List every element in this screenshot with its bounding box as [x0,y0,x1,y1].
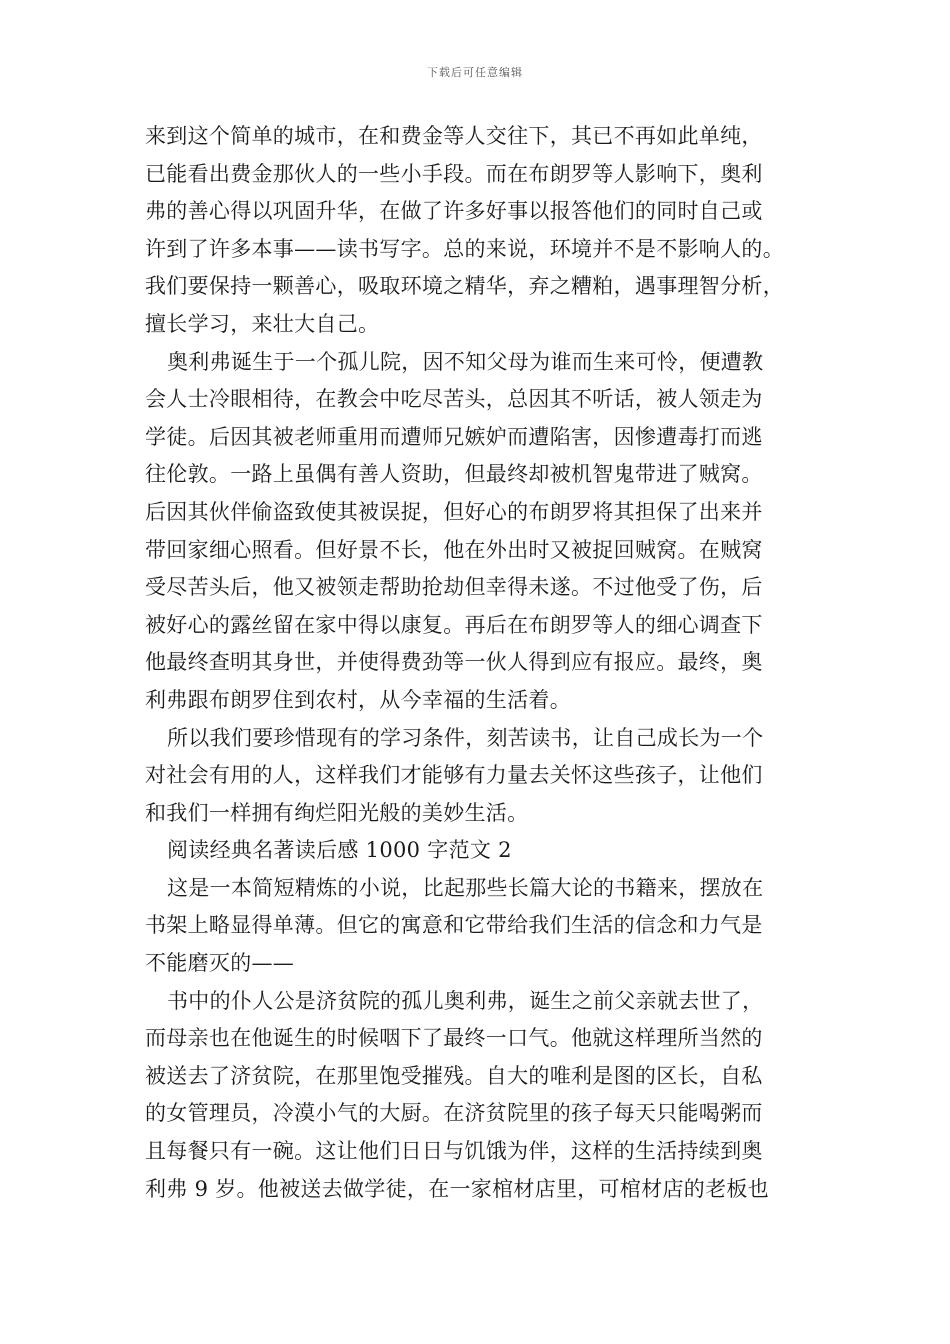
text-line: 这是一本简短精炼的小说，比起那些长篇大论的书籍来，摆放在 [167,875,764,900]
text-line: 利弗 9 岁。他被送去做学徒，在一家棺材店里，可棺材店的老板也 [145,1176,770,1201]
text-line: 来到这个简单的城市，在和费金等人交往下，其已不再如此单纯， [145,124,763,148]
text-line: 书架上略显得单薄。但它的寓意和它带给我们生活的信念和力气是 [145,913,763,938]
text-line: 不能磨灭的—— [145,951,295,976]
text-line: 他最终查明其身世，并使得费劲等一伙人得到应有报应。最终，奥 [145,650,763,675]
page-header: 下载后可任意编辑 [427,66,523,79]
text-line: 带回家细心照看。但好景不长，他在外出时又被捉回贼窝。在贼窝 [145,537,763,562]
document-body [145,118,825,1208]
text-line: 的女管理员，冷漠小气的大厨。在济贫院里的孩子每天只能喝粥而 [145,1101,763,1126]
text-line: 被送去了济贫院，在那里饱受摧残。自大的唯利是图的区长，自私 [145,1063,763,1088]
text-line: 阅读经典名著读后感 1000 字范文 2 [167,838,512,863]
text-line: 会人士冷眼相待，在教会中吃尽苦头，总因其不听话，被人领走为 [145,387,763,412]
text-line: 后因其伙伴偷盗致使其被误捉，但好心的布朗罗将其担保了出来并 [145,499,763,524]
text-line: 且每餐只有一碗。这让他们日日与饥饿为伴，这样的生活持续到奥 [145,1139,763,1164]
text-line: 书中的仆人公是济贫院的孤儿奥利弗，诞生之前父亲就去世了， [167,988,764,1013]
text-line: 对社会有用的人，这样我们才能够有力量去关怀这些孩子，让他们 [145,763,763,788]
text-line: 被好心的露丝留在家中得以康复。再后在布朗罗等人的细心调查下 [145,612,763,637]
text-line: 已能看出费金那伙人的一些小手段。而在布朗罗等人影响下，奥利 [145,161,763,186]
text-line: 弗的善心得以巩固升华，在做了许多好事以报答他们的同时自己或 [145,199,763,224]
text-line: 奥利弗诞生于一个孤儿院，因不知父母为谁而生来可怜，便遭教 [167,349,764,374]
text-line: 往伦敦。一路上虽偶有善人资助，但最终却被机智鬼带进了贼窝。 [145,462,763,487]
text-line: 许到了许多本事——读书写字。总的来说，环境并不是不影响人的。 [145,236,784,261]
text-line: 我们要保持一颗善心，吸取环境之精华，弃之糟粕，遇事理智分析， [145,274,784,299]
text-line: 而母亲也在他诞生的时候咽下了最终一口气。他就这样理所当然的 [145,1026,763,1051]
text-line: 学徒。后因其被老师重用而遭师兄嫉妒而遭陷害，因惨遭毒打而逃 [145,424,763,449]
text-line: 受尽苦头后，他又被领走帮助抢劫但幸得未遂。不过他受了伤，后 [145,575,763,600]
text-line: 和我们一样拥有绚烂阳光般的美妙生活。 [145,800,529,825]
text-line: 擅长学习，来壮大自己。 [145,311,380,336]
text-line: 所以我们要珍惜现有的学习条件，刻苦读书，让自己成长为一个 [167,725,764,750]
text-line: 利弗跟布朗罗住到农村，从今幸福的生活着。 [145,687,571,712]
